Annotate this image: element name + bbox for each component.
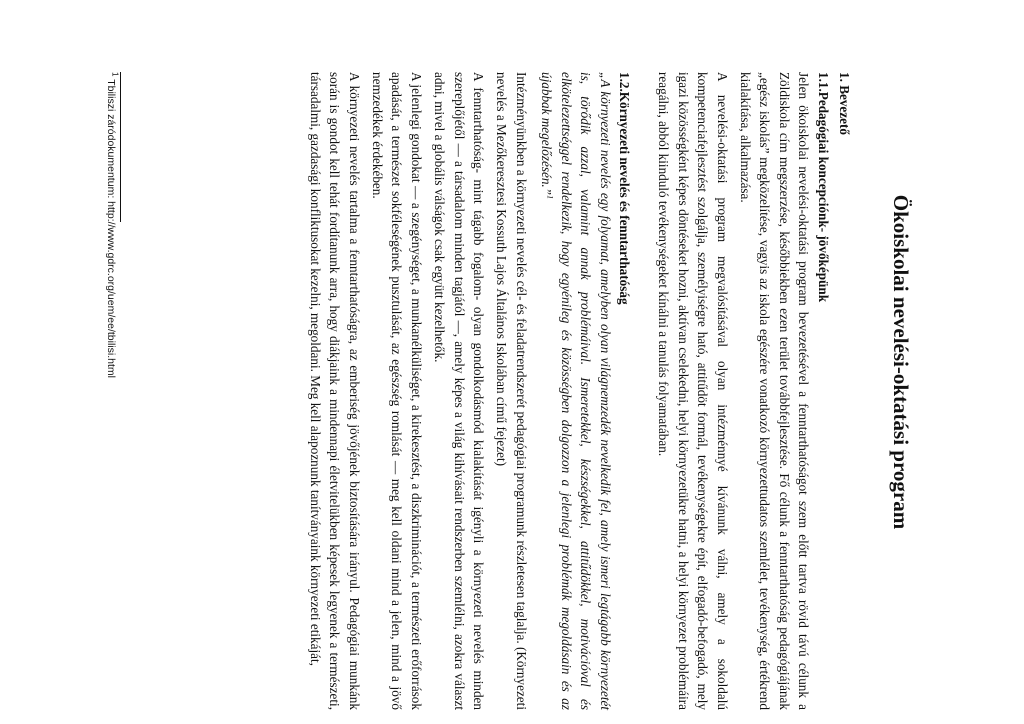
- subsection-heading-concept: 1.1.Pedagógiai koncepciónk- jövőképünk: [815, 72, 831, 303]
- quote-text: „A környezeti nevelés egy folyamat, amelyben olyan világnemzedék nevelkedik fel, amely ismeri legtágabb környezetét is, törődik azzal, valamint annak problémáival. Ismeretekkel, készségekkel, attitűdökkel, motivációval és elkötelezettséggel rendelkezik, hogy egyénileg és közösségben dolgozzon a jelenlegi problémák megoldásain és az újabbak megelőzésén.”: [539, 72, 613, 710]
- footnote-divider: [120, 72, 121, 222]
- footnote: [104, 72, 118, 712]
- paragraph: A környezeti nevelés tartalma a fenntarthatóságra, az emberiség jövőjének biztosítására irányul. Pedagógiai munkánk során is gondot kell tehát fordítanunk arra, hogy diákjaink a mindennapi életvitelükben képesek legyenek a természeti, társadalmi, gazdasági konfliktusokat kezelni, megoldani. Meg kell alapoznunk tanítványaink környezeti etikáját,: [307, 72, 362, 710]
- footnote-reference: 1: [545, 195, 555, 200]
- paragraph: A nevelési-oktatási program megvalósításával olyan intézménnyé kívánunk válni, amely a sokoldalú kompetenciafejlesztést szolgálja, személyiségre ható, attitűdöt formál, tevékenységekre épít, elfogadó-befogadó, mely igazi közösségként képes döntéseket hozni, aktívan cselekedni, helyi környezetükre hatni, a helyi környezet problémáira reagálni, abból kiinduló tevékenységeket kínálni a tanulás folyamatában.: [656, 72, 730, 710]
- paragraph: A fenntarthatóság- mint tágabb fogalom- olyan gondolkodásmód kialakítását igényli a környezeti nevelés minden szereplőjétől — a társadalom minden tagjától —, amely képes a világ kihívásait rendszerben szemlélni, azokra választ adni, mivel a globális válságok csak együtt kezelhetők.: [432, 72, 487, 710]
- paragraph: A jelenlegi gondokat — a szegénységet, a munkanélküliséget, a kirekesztést, a diszkriminációt, a természeti erőforrások apadását, a természet sokféleségének pusztulását, az egészség romlását — meg kell oldani mind a jelen, mind a jövő nemzedékek érdekében.: [370, 72, 424, 710]
- footnote-marker: 1: [110, 72, 120, 77]
- paragraph: Intézményünkben a környezeti nevelés cél- és feladatrendszerét pedagógiai programunk részletesen taglalja. (Környezeti nevelés a Mezőkeresztesi Kossuth Lajos Általános Iskolában című fejezet): [494, 72, 529, 710]
- document-body: [301, 72, 854, 710]
- subsection-heading-environmental-education: 1.2.Környezeti nevelés és fenntarthatóság: [616, 72, 632, 305]
- paragraph: Jelen ökoiskolai nevelési-oktatási program bevezetésével a fenntarthatóságot szem előtt tartva rövid távú célunk a Zöldiskola cím megszerzése, későbbiekben ezen terület továbbfejlesztése. Fő célunk a fenntarthatóság pedagógiájának „egész iskolás” megközelítése, vagyis az iskola egészére vonatkozó környezettudatos szemlélet, tevékenység, értékrend kialakítása, alkalmazása.: [737, 72, 812, 710]
- section-heading-introduction: 1. Bevezető: [837, 72, 852, 135]
- quote-paragraph: [537, 72, 615, 710]
- spacer: [634, 72, 650, 710]
- footnote-text: Tbiliszi záródokumentum: http://www.gdrc.org/uem/ee/tbilisi.html: [105, 79, 117, 378]
- page-title: Ökoiskolai nevelési-oktatási program: [889, 194, 913, 530]
